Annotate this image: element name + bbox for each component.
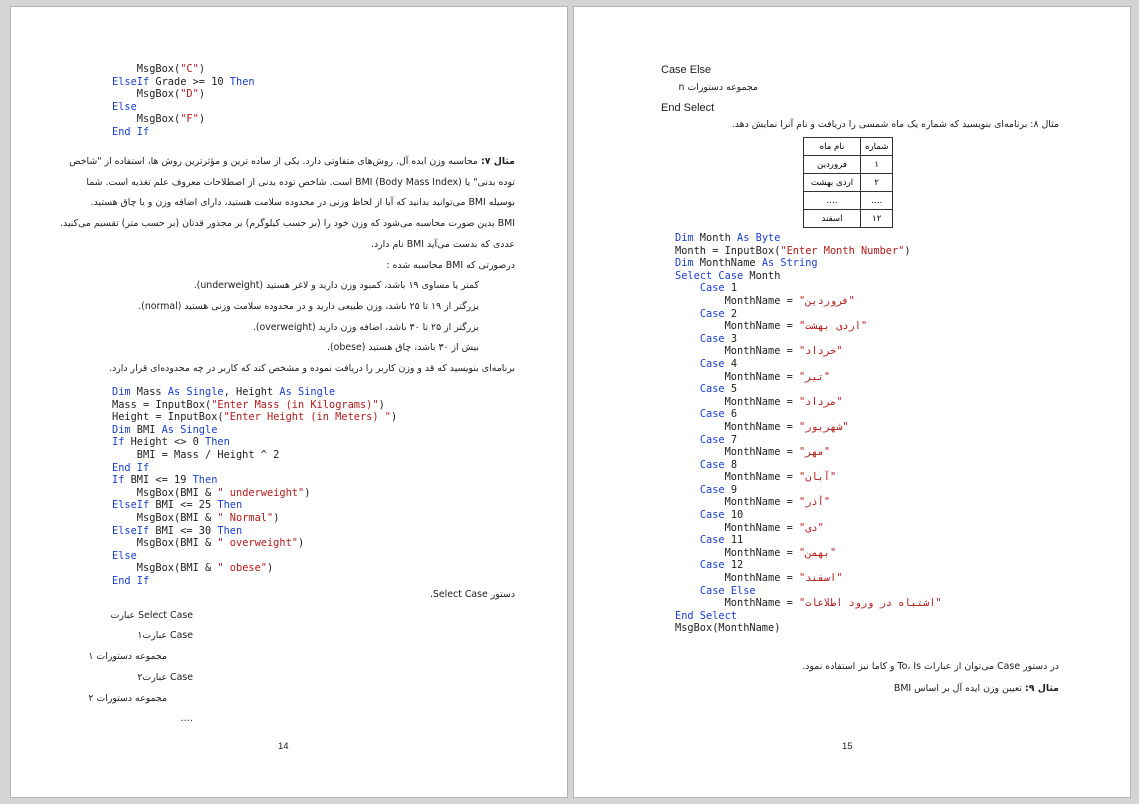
code-string: " Normal" [217,511,274,524]
table-row [804,192,893,210]
code-line [112,487,397,500]
page-14 [10,6,568,798]
page-number: 14 [278,741,289,752]
code-text: Month [693,232,738,244]
code-keyword: Case [699,509,725,522]
month-table [803,137,893,228]
code-string: "آبان" [799,471,837,484]
code-text: MonthName = [675,345,799,358]
code-line [112,424,397,437]
code-line [675,320,942,333]
code-keyword: End If [112,125,150,138]
page-15 [573,6,1131,798]
example-7-task: برنامه‌ای بنویسید که قد و وزن کاربر را دریافت نموده و مشخص کند که کاربر در چه محدوده‌ای قرار دارد. [109,363,515,375]
code-keyword: Case [699,534,725,547]
code-text: MsgBox(BMI & [112,537,218,550]
code-text: MsgBox( [112,113,181,126]
code-line [675,547,942,560]
code-line [675,371,942,384]
code-line [675,232,942,245]
code-line [675,333,942,346]
code-string: "بهمن" [799,546,837,559]
example-9-title: تعیین وزن ایده آل بر اساس BMI [893,683,1022,694]
code-string: "مهر" [799,446,831,459]
code-string: "Enter Month Number" [780,244,905,257]
code-line [675,572,942,585]
code-keyword: If [112,436,125,449]
code-line [675,522,942,535]
table-cell: اردی بهشت [804,174,861,192]
code-line [112,537,397,550]
code-text: 5 [724,383,738,396]
code-text: ) [198,113,206,126]
code-text: ) [198,88,206,101]
example-7-line-2: توده بدنی" یا BMI (Body Mass Index) است. شاخص توده بدنی از اصطلاحات معروف علم تغذیه است. شما [86,176,515,188]
code-text: MonthName = [675,446,799,459]
code-line [112,436,397,449]
code-text: Mass [130,386,168,398]
code-text: ) [273,511,280,524]
code-line [675,446,942,459]
code-keyword: Case Else [699,584,756,597]
code-line [675,559,942,572]
code-string: "شهریور" [799,420,849,433]
code-text: 10 [724,509,744,522]
code-string: " overweight" [217,537,298,550]
code-keyword: End Select [675,609,737,622]
code-line [675,358,942,371]
code-line [675,257,942,270]
code-keyword: Case [699,282,725,295]
table-cell: …. [804,192,861,210]
code-keyword: As Single [167,386,224,398]
code-line [675,534,942,547]
bmi-condition-normal: بزرگتر از ۱۹ تا ۲۵ باشد، وزن طبیعی دارید و در محدوده سلامت وزنی هستید (normal). [138,300,479,312]
code-text: ) [378,398,385,411]
code-line [112,113,255,126]
code-text: MsgBox(BMI & [112,511,218,524]
code-keyword: Case [699,458,725,471]
code-text: ) [390,411,398,424]
example-9-text [894,679,1059,699]
case-note: در دستور Case می‌توان از عبارات To، Is و کاما نیز استفاده نمود. [802,661,1059,672]
code-text [675,408,700,420]
code-line [675,496,942,509]
statements-n-text: مجموعه دستورات n [678,82,758,93]
code-text: ) [297,537,305,550]
code-text: MonthName = [675,320,799,333]
code-text [675,484,700,496]
code-line [112,550,397,563]
code-text: , Height [223,386,280,398]
code-keyword: ElseIf [112,499,150,512]
code-text [675,534,700,546]
code-keyword: Else [112,100,137,113]
table-cell: ۱ [861,156,893,174]
code-text: MonthName = [675,420,799,433]
code-line [112,386,397,399]
end-select-text: End Select [661,102,715,114]
table-row [804,156,893,174]
code-text: BMI [130,423,162,436]
code-line [112,562,397,575]
code-text: 1 [724,282,738,295]
code-line [675,295,942,308]
code-text: 2 [724,307,738,320]
code-text: 9 [724,483,738,496]
code-string: "D" [180,88,199,101]
code-keyword: Case [699,559,725,572]
code-text: ) [198,63,206,75]
code-text: MsgBox( [112,88,181,101]
code-line [675,245,942,258]
code-block-bmi [112,386,397,588]
table-cell: فروردین [804,156,861,174]
code-text: 8 [724,458,738,471]
code-text: BMI = Mass / Height ^ 2 [112,448,280,461]
code-string: "دی" [799,521,824,534]
code-line [675,270,942,283]
code-text: MonthName = [675,546,799,559]
code-text: Month = InputBox( [675,244,781,257]
table-cell: …. [861,192,893,210]
table-row [804,210,893,228]
code-string: "آذر" [799,496,831,509]
header-month-name: نام ماه [804,138,861,156]
code-keyword: Case [699,483,725,496]
code-keyword: End If [112,574,150,587]
code-keyword: Case [699,433,725,446]
code-keyword: ElseIf [112,524,150,537]
code-text [675,585,700,597]
code-line [675,308,942,321]
code-text: 11 [724,534,744,547]
code-text: MonthName = [675,521,799,534]
code-keyword: Case [699,332,725,345]
code-text: ) [304,486,311,499]
code-line [112,63,255,76]
code-text: Height <> 0 [124,436,205,449]
code-string: "Enter Height (in Meters) " [223,411,391,424]
code-text [675,559,700,571]
code-text: MonthName [693,257,762,270]
code-line [675,610,942,623]
example-7-line-3: بوسیله BMI می‌توانید بدانید که آیا از لحاظ وزنی در محدوده سلامت هستید، دارای اضافه وزن و یا چاق هستید. [90,197,515,209]
code-text: MonthName = [675,294,799,307]
code-keyword: ElseIf [112,75,150,88]
code-line [675,383,942,396]
code-line [675,434,942,447]
code-text: Grade >= 10 [149,75,230,88]
bmi-condition-obese: بیش از ۳۰ باشد، چاق هستید (obese). [327,342,479,354]
select-case-line: Select Case عبارت [110,609,193,621]
code-keyword: Dim [675,232,694,244]
code-keyword: Then [229,75,255,88]
code-string: " underweight" [217,486,305,499]
code-keyword: Dim [112,386,131,398]
code-keyword: As String [761,257,818,270]
code-keyword: Case [699,357,725,370]
code-text: BMI <= 30 [149,524,218,537]
example-7-line-5: عددی که بدست می‌آید BMI نام دارد. [371,238,515,250]
case-else-text: Case Else [661,64,712,76]
code-text: ) [904,244,911,257]
code-string: "تیر" [799,370,831,383]
code-line [675,408,942,421]
code-keyword: If [112,474,125,487]
example-7-paragraph [55,152,515,380]
code-line [112,76,255,89]
code-line [675,484,942,497]
code-line [112,499,397,512]
code-string: "F" [180,113,199,126]
code-text [675,333,700,345]
example-9-label: مثال ۹: [1024,683,1059,694]
code-text: BMI <= 25 [149,499,218,512]
code-string: "C" [180,63,199,75]
code-text: 3 [724,332,738,345]
bmi-condition-overweight: بزرگتر از ۲۵ تا ۳۰ باشد، اضافه وزن دارید (overweight). [252,321,479,333]
code-keyword: Then [217,524,243,537]
code-line [675,471,942,484]
example-7-line-6: درصورتی که BMI محاسبه شده : [386,259,515,271]
code-line [675,459,942,472]
code-line [112,512,397,525]
table-cell: اسفند [804,210,861,228]
select-case-heading: دستور Select Case. [429,589,515,600]
case-1-line: Case عبارت۱ [137,630,193,642]
table-row [804,174,893,192]
code-text [675,383,700,395]
code-text: 4 [724,357,738,370]
code-text [675,358,700,370]
code-string: "اسفند" [799,572,843,585]
code-line [675,282,942,295]
code-keyword: Then [192,474,218,487]
code-keyword: End If [112,461,150,474]
code-keyword: Case [699,408,725,421]
page-number: 15 [842,741,853,752]
example-8-text: مثال ۸: برنامه‌ای بنویسید که شماره یک ماه شمسی را دریافت و نام آنرا نمایش دهد. [731,119,1059,130]
code-text: 7 [724,433,738,446]
select-case-syntax [55,585,515,730]
code-text: Month [743,269,781,282]
code-line [675,345,942,358]
code-text: MonthName = [675,572,799,585]
code-keyword: As Byte [737,232,781,244]
code-text: MsgBox(BMI & [112,486,218,499]
ellipsis-line: …. [180,713,193,725]
code-keyword: Select Case [675,269,744,282]
code-text [675,308,700,320]
code-string: "مرداد" [799,395,843,408]
code-string: "خرداد" [799,345,843,358]
code-block-month [675,232,942,635]
code-line [112,126,255,139]
code-text: MonthName = [675,395,799,408]
code-block-grade [112,63,255,139]
code-text: MsgBox( [112,63,181,75]
code-line [675,421,942,434]
code-text: MonthName = [675,370,799,383]
code-text: MsgBox(MonthName) [675,622,781,635]
code-string: "فروردین" [799,294,855,307]
code-line [112,474,397,487]
code-keyword: Case [699,383,725,396]
code-line [675,597,942,610]
code-text: MonthName = [675,471,799,484]
code-string: "Enter Mass (in Kilograms)" [211,398,379,411]
code-text: MsgBox(BMI & [112,562,218,575]
code-line [112,462,397,475]
code-text: MonthName = [675,496,799,509]
code-line [675,622,942,635]
bmi-condition-underweight: کمتر یا مساوی ۱۹ باشد، کمبود وزن دارید و لاغر هستید (underweight). [193,280,479,292]
statements-2-line: مجموعه دستورات ۲ [88,692,167,704]
code-text: Height = InputBox( [112,411,224,424]
table-cell: ۲ [861,174,893,192]
table-cell: ۱۲ [861,210,893,228]
code-line [675,509,942,522]
code-keyword: As Single [161,423,218,436]
example-7-line-4: BMI بدین صورت محاسبه می‌شود که وزن خود را (بر حسب کیلوگرم) بر مجذور قدتان (بر حسب متر) تقسیم می‌کنید. [60,218,515,230]
example-7-label: مثال ۷: [480,156,515,167]
code-line [675,585,942,598]
code-line [112,525,397,538]
code-text: MonthName = [675,597,799,610]
code-text: BMI <= 19 [124,474,193,487]
code-keyword: As Single [279,386,336,398]
code-text [675,282,700,294]
code-keyword: Dim [112,423,131,436]
statements-1-line: مجموعه دستورات ۱ [88,651,167,663]
code-string: "اشتباه در ورود اطلاعات" [799,597,942,610]
code-text [675,434,700,446]
code-text: Mass = InputBox( [112,398,212,411]
code-text: 12 [724,559,744,572]
code-line [112,449,397,462]
code-line [112,411,397,424]
case-2-line: Case عبارت۲ [137,671,193,683]
code-keyword: Then [205,436,230,449]
code-keyword: Then [217,499,243,512]
code-text [675,459,700,471]
header-number: شماره [861,138,893,156]
code-string: "اردی بهشت" [799,320,868,333]
example-7-line-1: محاسبه وزن ایده آل. روش‌های متفاوتی دارد. یکی از ساده ترین و مؤثرترین روش ها، استفاده از "شاخص [69,156,478,167]
code-keyword: Case [699,307,725,320]
code-line [675,396,942,409]
month-table-header [804,138,893,156]
code-keyword: Else [112,549,137,562]
code-text: ) [267,562,274,575]
code-string: " obese" [217,562,267,575]
code-text [675,509,700,521]
code-keyword: Dim [675,257,694,270]
code-line [112,399,397,412]
code-line [112,101,255,114]
code-line [112,88,255,101]
code-text: 6 [724,408,738,421]
